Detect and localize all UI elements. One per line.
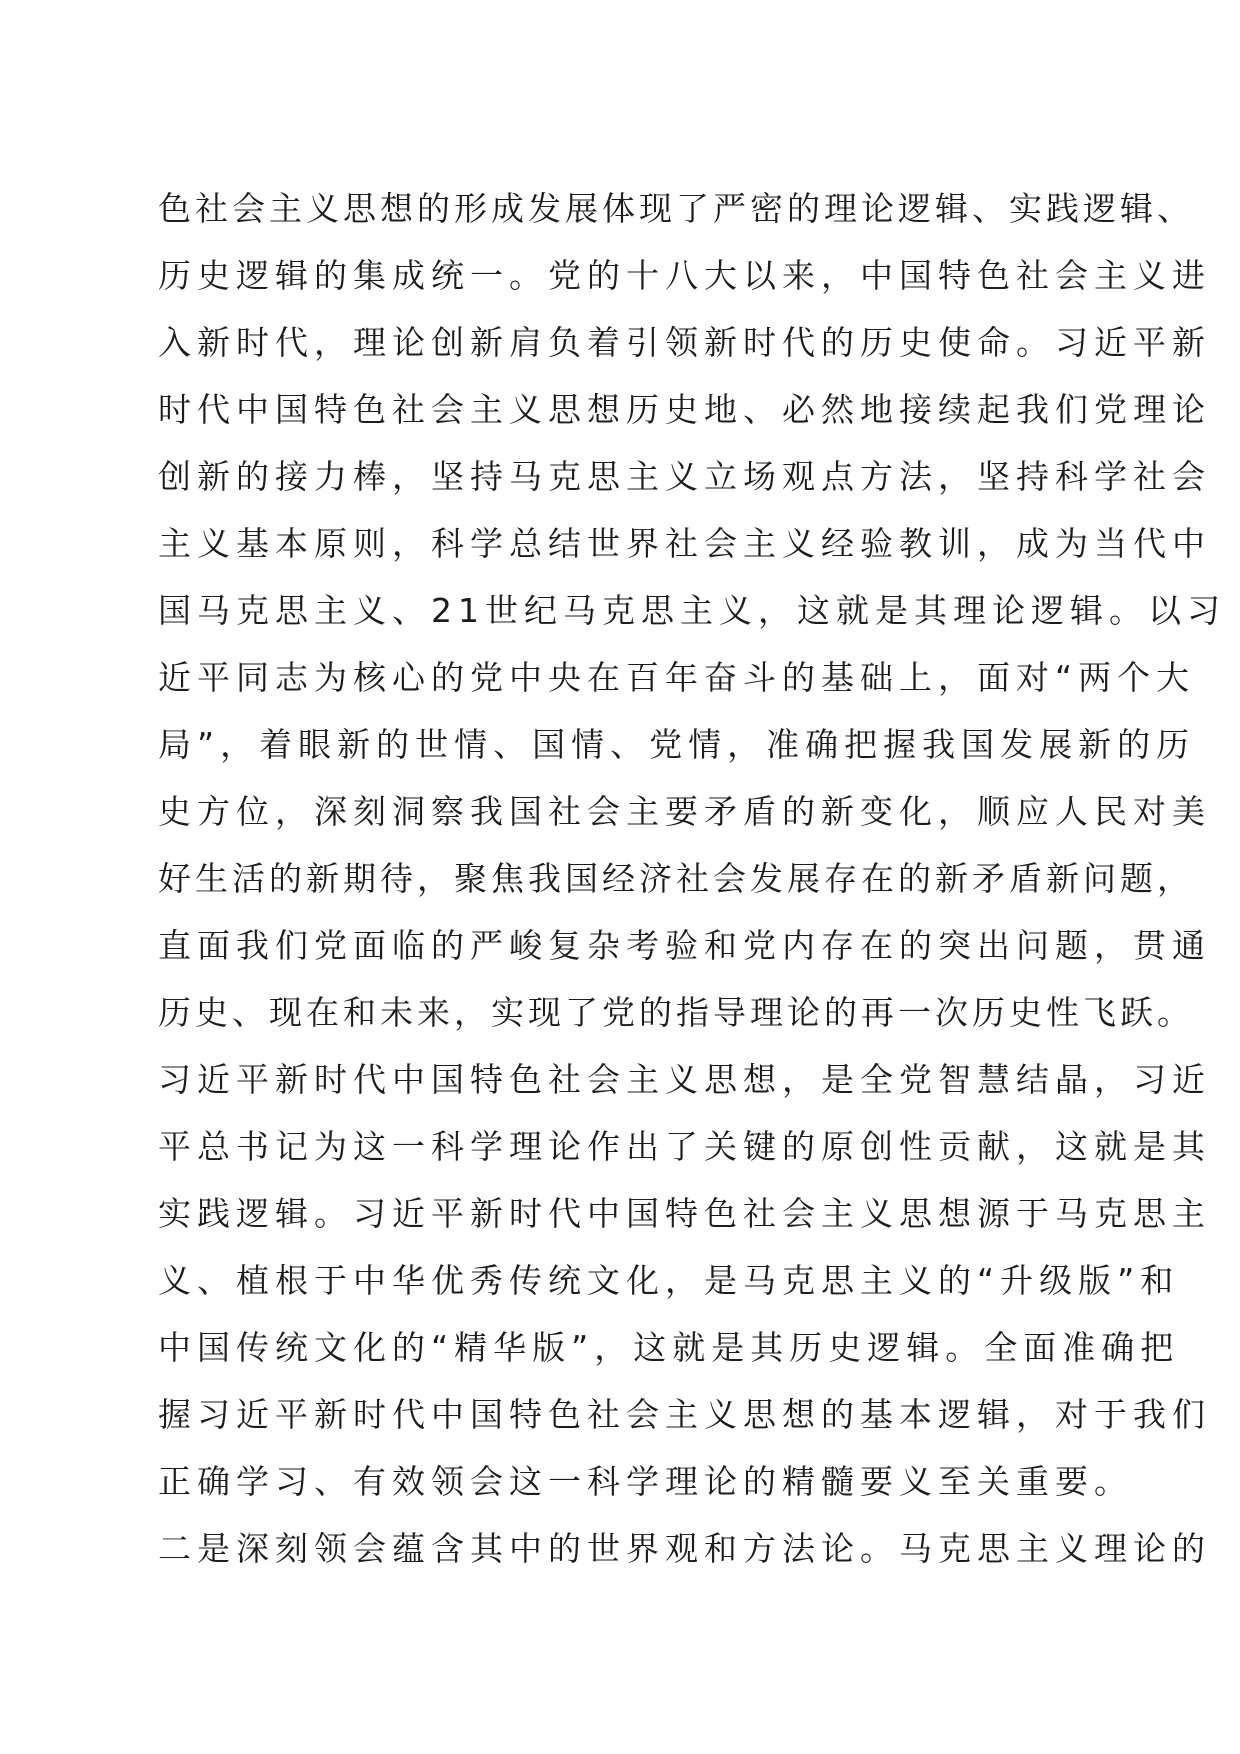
text-line: 史方位，深刻洞察我国社会主要矛盾的新变化，顺应人民对美	[158, 792, 1211, 831]
text-line: 时代中国特色社会主义思想历史地、必然地接续起我们党理论	[158, 390, 1211, 429]
text-line: 握习近平新时代中国特色社会主义思想的基本逻辑，对于我们	[158, 1395, 1211, 1434]
text-line: 局”，着眼新的世情、国情、党情，准确把握我国发展新的历	[158, 725, 1196, 764]
text-line: 历史、现在和未来，实现了党的指导理论的再一次历史性飞跃。	[158, 993, 1194, 1032]
text-line: 二是深刻领会蕴含其中的世界观和方法论。马克思主义理论的	[158, 1529, 1211, 1568]
text-line: 创新的接力棒，坚持马克思主义立场观点方法，坚持科学社会	[158, 457, 1211, 496]
text-line: 主义基本原则，科学总结世界社会主义经验教训，成为当代中	[158, 524, 1211, 563]
text-line: 入新时代，理论创新肩负着引领新时代的历史使命。习近平新	[158, 323, 1211, 362]
text-line: 正确学习、有效领会这一科学理论的精髓要义至关重要。	[158, 1462, 1133, 1501]
body-text	[158, 175, 1226, 1582]
text-line: 中国传统文化的“精华版”，这就是其历史逻辑。全面准确把	[158, 1328, 1180, 1367]
text-line: 实践逻辑。习近平新时代中国特色社会主义思想源于马克思主	[158, 1194, 1211, 1233]
text-line: 历史逻辑的集成统一。党的十八大以来，中国特色社会主义进	[158, 256, 1211, 295]
text-line: 直面我们党面临的严峻复杂考验和党内存在的突出问题，贯通	[158, 926, 1211, 965]
text-line: 好生活的新期待，聚焦我国经济社会发展存在的新矛盾新问题，	[158, 859, 1194, 898]
text-line: 近平同志为核心的党中央在百年奋斗的基础上，面对“两个大	[158, 658, 1196, 697]
text-line: 习近平新时代中国特色社会主义思想，是全党智慧结晶，习近	[158, 1060, 1211, 1099]
text-line: 国马克思主义、21世纪马克思主义，这就是其理论逻辑。以习	[158, 591, 1226, 630]
text-line: 色社会主义思想的形成发展体现了严密的理论逻辑、实践逻辑、	[158, 189, 1194, 228]
text-line: 义、植根于中华优秀传统文化，是马克思主义的“升级版”和	[158, 1261, 1180, 1300]
text-line: 平总书记为这一科学理论作出了关键的原创性贡献，这就是其	[158, 1127, 1211, 1166]
